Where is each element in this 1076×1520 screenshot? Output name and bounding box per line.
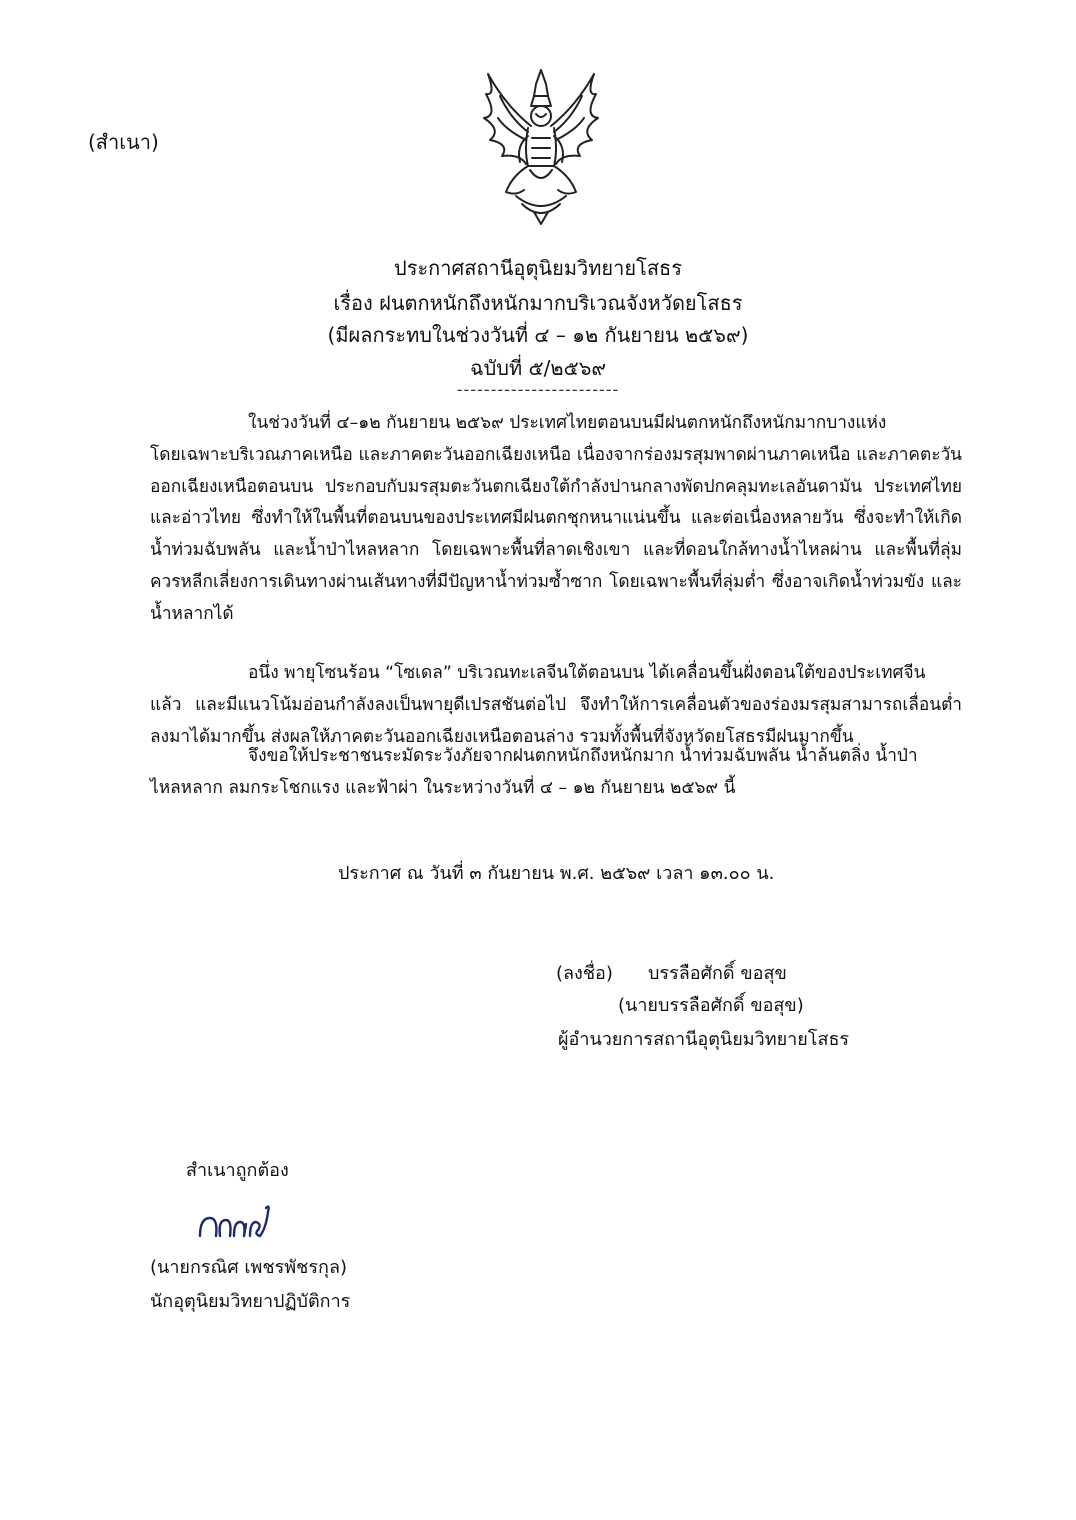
paragraph-storm-first-line: อนึ่ง พายุโซนร้อน “โซเดล” บริเวณทะเลจีนใต้ตอนบน ได้เคลื่อนขึ้นฝั่งตอนใต้ของประเทศจีน [248,663,926,683]
signature-full-name: (นายบรรลือศักดิ์ ขอสุข) [618,995,804,1016]
paragraph-forecast-body: โดยเฉพาะบริเวณภาคเหนือ และภาคตะวันออกเฉียงเหนือ เนื่องจากร่องมรสุมพาดผ่านภาคเหนือ และภาคตะวันออกเฉียงเหนือตอนบน ประกอบกับมรสุมตะวันตกเฉียงใต้กำลังปานกลางพัดปกคลุมทะเลอันดามัน ประเทศไทย และอ่าวไทย ซึ่งทำให้ในพื้นที่ตอนบนของประเทศมีฝนตกชุกหนาแน่นขึ้น และต่อเนื่องหลายวัน ซึ่งจะทำให้เกิดน้ำท่วมฉับพลัน และน้ำป่าไหลหลาก โดยเฉพาะพื้นที่ลาดเชิงเขา และที่ดอนใกล้ทางน้ำไหลผ่าน และพื้นที่ลุ่ม ควรหลีกเลี่ยงการเดินทางผ่านเส้นทางที่มีปัญหาน้ำท่วมซ้ำซาก โดยเฉพาะพื้นที่ลุ่มต่ำ ซึ่งอาจเกิดน้ำท่วมขัง และน้ำหลากได้ [150,444,962,624]
header-issue: ฉบับที่ ๕/๒๕๖๙ [469,356,607,380]
certifier-position: นักอุตุนิยมวิทยาปฏิบัติการ [150,1291,351,1312]
header-agency: ประกาศสถานีอุตุนิยมวิทยายโสธร [394,256,682,280]
certifier-name: (นายกรณิศ เพชรพัชรกุล) [150,1257,347,1278]
header-subject: เรื่อง ฝนตกหนักถึงหนักมากบริเวณจังหวัดยโสธร [333,291,743,315]
paragraph-warning-body: ไหลหลาก ลมกระโชกแรง และฟ้าผ่า ในระหว่างวันที่ ๔ – ๑๒ กันยายน ๒๕๖๙ นี้ [150,777,736,798]
header-period: (มีผลกระทบในช่วงวันที่ ๔ – ๑๒ กันยายน ๒๕๖๙) [327,323,749,347]
paragraph-forecast-first-line: ในช่วงวันที่ ๔–๑๒ กันยายน ๒๕๖๙ ประเทศไทยตอนบนมีฝนตกหนักถึงหนักมากบางแห่ง [248,413,887,433]
announce-date: ประกาศ ณ วันที่ ๓ กันยายน พ.ศ. ๒๕๖๙ เวลา ๑๓.๐๐ น. [338,863,775,884]
signature-position: ผู้อำนวยการสถานีอุตุนิยมวิทยายโสธร [558,1029,850,1050]
signature-name: บรรลือศักดิ์ ขอสุข [648,963,787,984]
paragraph-forecast [150,408,962,631]
paragraph-storm-body: แล้ว และมีแนวโน้มอ่อนกำลังลงเป็นพายุดีเปรสชันต่อไป จึงทำให้การเคลื่อนตัวของร่องมรสุมสามารถเลื่อนต่ำลงมาได้มากขึ้น ส่งผลให้ภาคตะวันออกเฉียงเหนือตอนล่าง รวมทั้งพื้นที่จังหวัดยโสธรมีฝนมากขึ้น [150,694,962,747]
paragraph-warning [150,741,962,805]
garuda-emblem-icon [476,66,606,226]
certified-copy-label: สำเนาถูกต้อง [186,1160,289,1181]
copy-mark: (สำเนา) [88,130,159,154]
paragraph-storm [150,658,962,753]
header-divider: ------------------------ [456,380,620,399]
signature-label: (ลงชื่อ) [556,963,613,984]
paragraph-warning-first-line: จึงขอให้ประชาชนระมัดระวังภัยจากฝนตกหนักถึงหนักมาก น้ำท่วมฉับพลัน น้ำล้นตลิ่ง น้ำป่า [248,746,918,766]
handwritten-signature [196,1200,276,1248]
